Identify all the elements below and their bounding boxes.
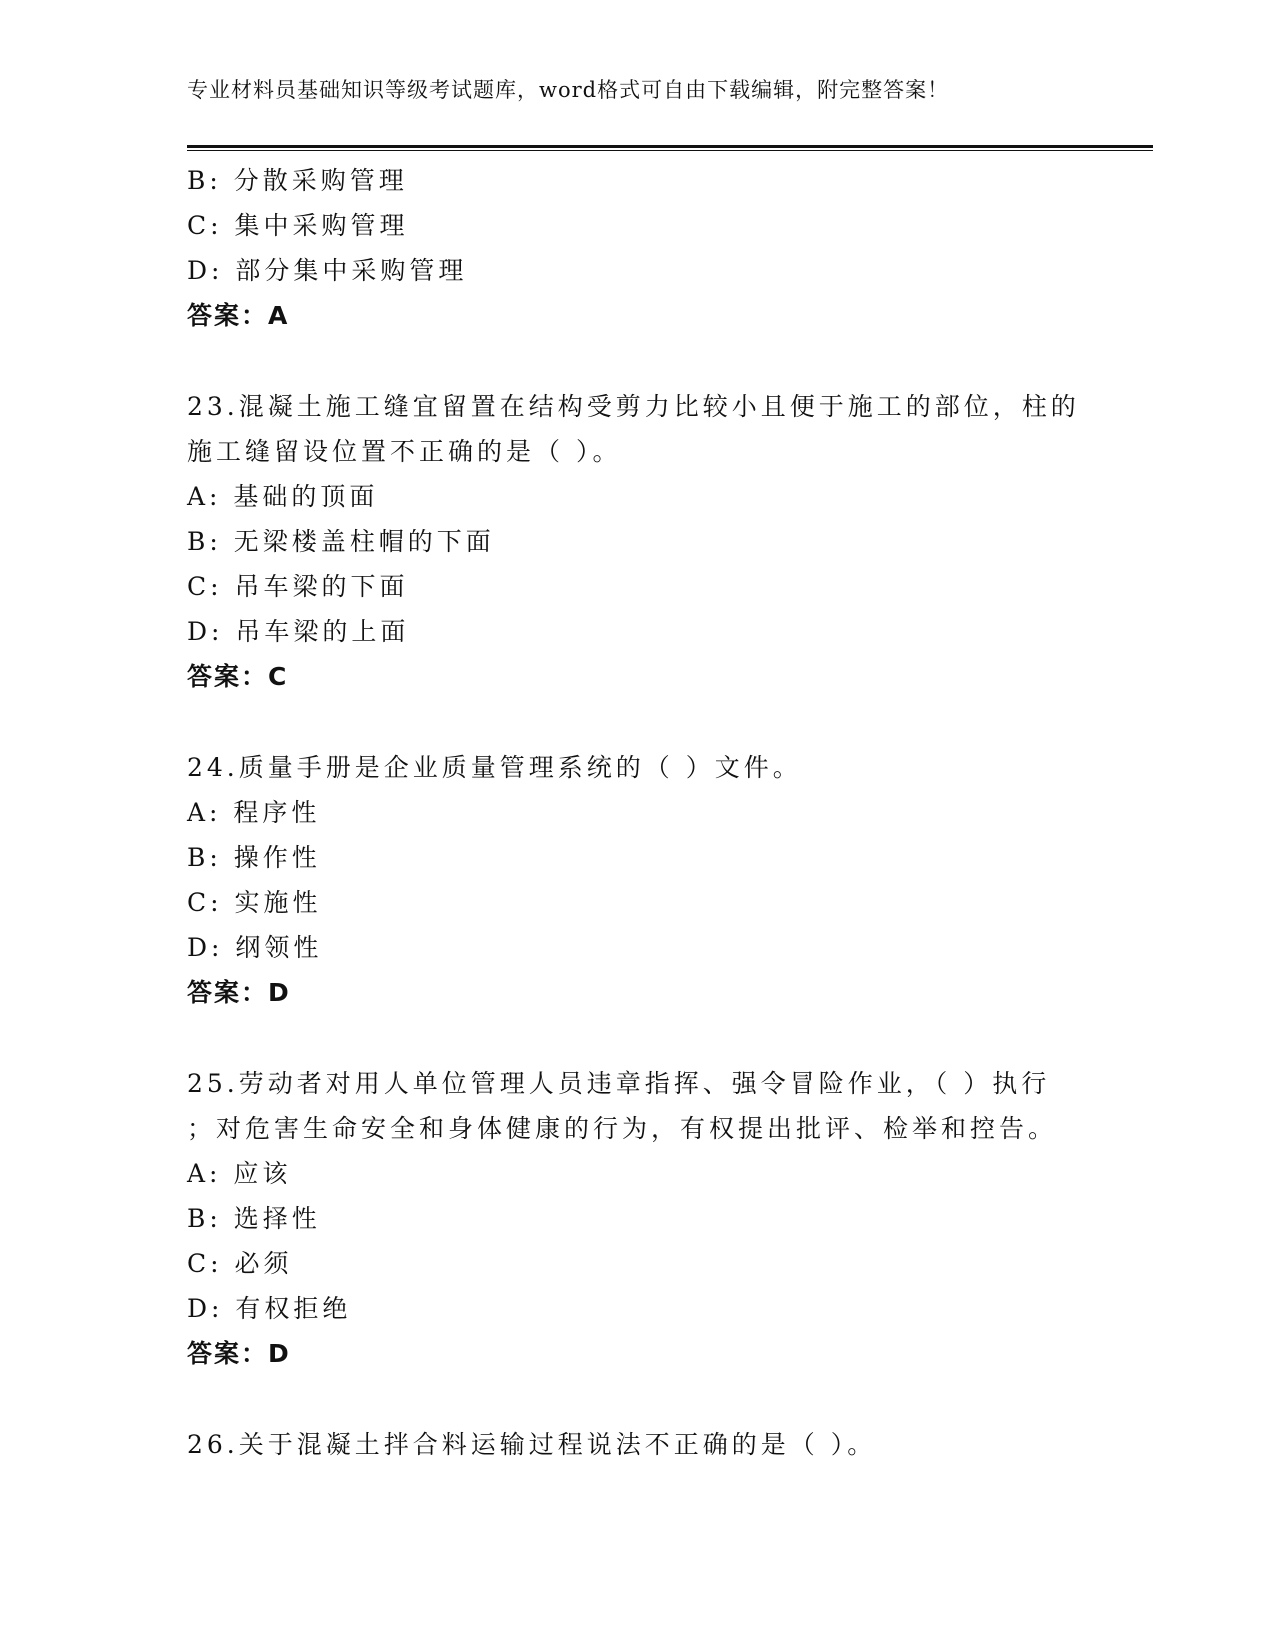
option-b: B: 分散采购管理 (187, 166, 408, 195)
option-c: C: 必须 (187, 1249, 293, 1278)
question-text: 26.关于混凝土拌合料运输过程说法不正确的是（ ）。 (187, 1430, 877, 1459)
question-block (187, 745, 1117, 1015)
question-block (187, 1422, 1117, 1467)
header-rule-thick (187, 145, 1153, 148)
option-b: B: 选择性 (187, 1204, 321, 1233)
question-text: 25.劳动者对用人单位管理人员违章指挥、强令冒险作业，（ ）执行 (187, 1069, 1051, 1098)
question-block (187, 158, 1117, 338)
question-text: 24.质量手册是企业质量管理系统的（ ）文件。 (187, 753, 802, 782)
option-d: D: 有权拒绝 (187, 1294, 352, 1323)
answer-line: 答案：D (187, 978, 291, 1007)
option-d: D: 吊车梁的上面 (187, 617, 410, 646)
option-b: B: 操作性 (187, 843, 321, 872)
question-block (187, 384, 1117, 699)
question-list (187, 158, 1117, 1467)
question-block (187, 1061, 1117, 1376)
option-d: D: 部分集中采购管理 (187, 256, 468, 285)
answer-line: 答案：D (187, 1339, 291, 1368)
answer-line: 答案：A (187, 301, 290, 330)
question-text: 施工缝留设位置不正确的是（ ）。 (187, 437, 622, 466)
option-c: C: 集中采购管理 (187, 211, 409, 240)
option-a: A: 应该 (187, 1159, 292, 1188)
question-text: 23.混凝土施工缝宜留置在结构受剪力比较小且便于施工的部位，柱的 (187, 392, 1080, 421)
question-text: ；对危害生命安全和身体健康的行为，有权提出批评、检举和控告。 (187, 1114, 1058, 1143)
option-c: C: 吊车梁的下面 (187, 572, 409, 601)
option-b: B: 无梁楼盖柱帽的下面 (187, 527, 495, 556)
option-c: C: 实施性 (187, 888, 322, 917)
answer-line: 答案：C (187, 662, 289, 691)
option-a: A: 基础的顶面 (187, 482, 379, 511)
page-header: 专业材料员基础知识等级考试题库，word格式可自由下载编辑，附完整答案！ (187, 78, 950, 102)
option-d: D: 纲领性 (187, 933, 323, 962)
option-a: A: 程序性 (187, 798, 321, 827)
header-rule-thin (187, 150, 1153, 151)
